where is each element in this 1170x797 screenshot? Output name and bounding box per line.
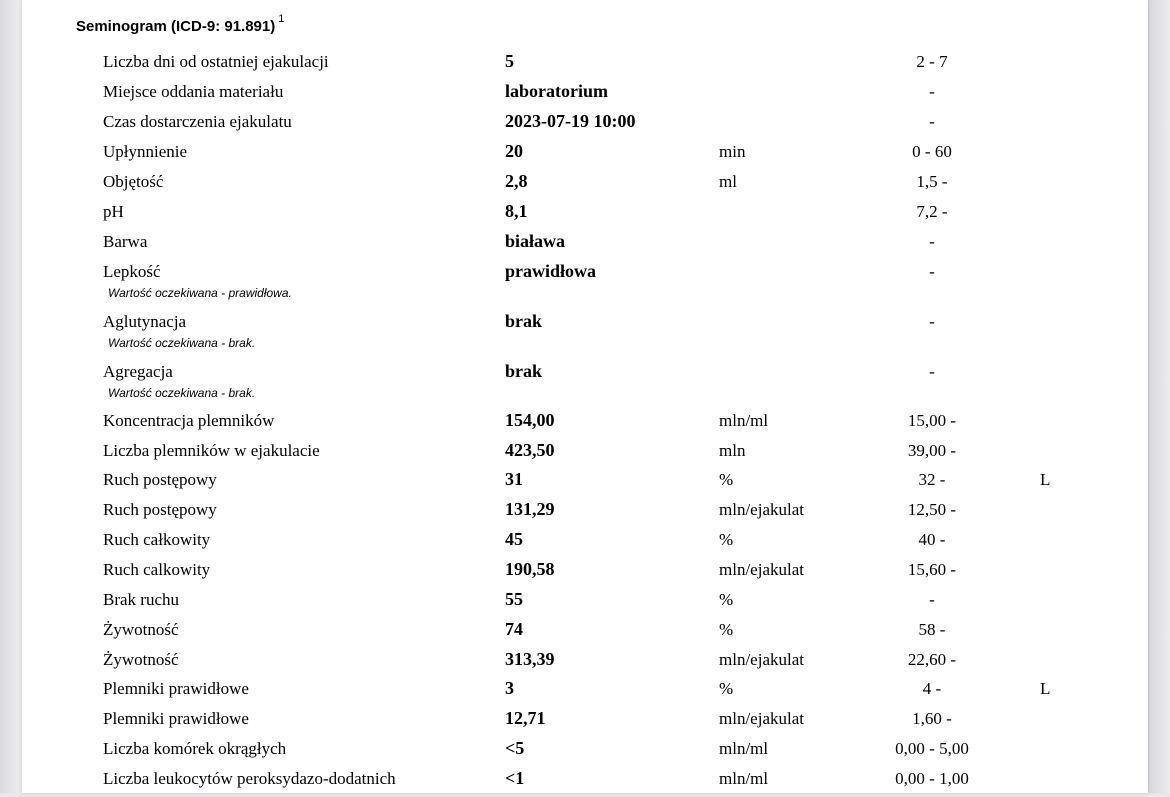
reference-range: - <box>929 312 935 331</box>
result-name: Ruch postępowy <box>103 500 217 519</box>
reference-range: - <box>929 82 935 101</box>
result-row <box>22 709 1148 737</box>
result-value: 313,39 <box>505 649 555 669</box>
result-unit: % <box>719 679 734 698</box>
reference-range: 22,60 - <box>907 650 957 669</box>
result-value: 2,8 <box>505 171 528 191</box>
result-name: Czas dostarczenia ejakulatu <box>103 112 292 131</box>
result-unit: % <box>719 590 734 609</box>
reference-range: - <box>929 262 935 281</box>
result-value: brak <box>505 311 543 331</box>
result-name: Upłynnienie <box>103 142 188 161</box>
result-row <box>22 620 1148 648</box>
result-name: Aglutynacja <box>103 312 187 331</box>
reference-range: 1,5 - <box>916 172 948 191</box>
reference-range: 39,00 - <box>907 441 957 460</box>
section-title <box>76 13 285 35</box>
result-row <box>22 52 1148 80</box>
result-unit: min <box>719 142 746 161</box>
reference-range: - <box>929 232 935 251</box>
result-value: 12,71 <box>505 708 546 728</box>
result-name: Plemniki prawidłowe <box>103 709 249 728</box>
result-value: <5 <box>505 738 525 758</box>
result-value: 31 <box>505 469 523 489</box>
result-value: 190,58 <box>505 559 555 579</box>
result-unit: % <box>719 530 734 549</box>
result-name: Brak ruchu <box>103 590 180 609</box>
result-row <box>22 441 1148 469</box>
reference-range: 40 - <box>918 530 946 549</box>
result-name: Liczba komórek okrągłych <box>103 739 287 758</box>
result-value: 2023-07-19 10:00 <box>505 111 636 131</box>
expected-value-note: Wartość oczekiwana - brak. <box>108 336 256 350</box>
result-unit: mln/ml <box>719 411 769 430</box>
result-unit: mln <box>719 441 746 460</box>
result-value: laboratorium <box>505 81 608 101</box>
result-row <box>22 172 1148 200</box>
result-unit: % <box>719 470 734 489</box>
result-name: Lepkość <box>103 262 161 281</box>
result-unit: ml <box>719 172 737 191</box>
reference-range: 0,00 - 5,00 <box>895 739 969 758</box>
result-value: 55 <box>505 589 523 609</box>
result-value: 5 <box>505 51 514 71</box>
result-name: Barwa <box>103 232 148 251</box>
result-flag: L <box>1040 679 1051 698</box>
result-name: Objętość <box>103 172 164 191</box>
result-value: 154,00 <box>505 410 555 430</box>
result-name: Ruch postępowy <box>103 470 217 489</box>
reference-range: 2 - 7 <box>916 52 948 71</box>
result-name: Ruch całkowity <box>103 530 211 549</box>
result-name: Koncentracja plemników <box>103 411 275 430</box>
expected-value-note: Wartość oczekiwana - prawidłowa. <box>108 286 292 300</box>
result-row <box>22 232 1148 260</box>
result-name: Miejsce oddania materiału <box>103 82 284 101</box>
result-name: Liczba plemników w ejakulacie <box>103 441 320 460</box>
result-value: prawidłowa <box>505 261 597 281</box>
reference-range: 1,60 - <box>912 709 952 728</box>
result-unit: mln/ejakulat <box>719 560 804 579</box>
reference-range: - <box>929 112 935 131</box>
result-row <box>22 530 1148 558</box>
result-row <box>22 650 1148 678</box>
result-row <box>22 470 1148 498</box>
footnote-marker: 1 <box>278 13 285 25</box>
result-row <box>22 560 1148 588</box>
result-name: Liczba leukocytów peroksydazo-dodatnich <box>103 769 396 788</box>
result-value: biaława <box>505 231 566 251</box>
viewer-background-left <box>0 0 22 793</box>
result-value: brak <box>505 361 543 381</box>
reference-range: 15,00 - <box>907 411 957 430</box>
result-unit: mln/ejakulat <box>719 650 804 669</box>
result-value: 74 <box>505 619 523 639</box>
result-name: Plemniki prawidłowe <box>103 679 249 698</box>
document-page <box>22 0 1148 793</box>
result-value: 131,29 <box>505 499 555 519</box>
result-row <box>22 82 1148 110</box>
result-row <box>22 500 1148 528</box>
result-row <box>22 411 1148 439</box>
result-value: 3 <box>505 678 514 698</box>
result-row <box>22 739 1148 767</box>
result-flag: L <box>1040 470 1051 489</box>
result-name: Ruch calkowity <box>103 560 211 579</box>
result-row <box>22 142 1148 170</box>
expected-value-note: Wartość oczekiwana - brak. <box>108 386 256 400</box>
result-name: pH <box>103 202 124 221</box>
result-value: 423,50 <box>505 440 555 460</box>
result-name: Żywotność <box>103 650 179 669</box>
reference-range: 12,50 - <box>907 500 957 519</box>
result-name: Żywotność <box>103 620 179 639</box>
viewer-background-right <box>1148 0 1170 793</box>
reference-range: 32 - <box>918 470 946 489</box>
result-value: 20 <box>505 141 523 161</box>
result-row <box>22 202 1148 230</box>
result-unit: mln/ejakulat <box>719 500 804 519</box>
reference-range: 4 - <box>922 679 942 698</box>
result-row <box>22 590 1148 618</box>
result-row <box>22 679 1148 707</box>
reference-range: - <box>929 590 935 609</box>
result-value: 8,1 <box>505 201 528 221</box>
reference-range: 0 - 60 <box>912 142 952 161</box>
result-unit: mln/ejakulat <box>719 709 804 728</box>
result-value: <1 <box>505 768 525 788</box>
result-name: Agregacja <box>103 362 173 381</box>
result-value: 45 <box>505 529 523 549</box>
reference-range: 7,2 - <box>916 202 948 221</box>
section-title-text: Seminogram (ICD-9: 91.891) <box>76 18 276 35</box>
result-name: Liczba dni od ostatniej ejakulacji <box>103 52 329 71</box>
result-unit: mln/ml <box>719 769 769 788</box>
reference-range: 0,00 - 1,00 <box>895 769 969 788</box>
result-unit: mln/ml <box>719 739 769 758</box>
reference-range: - <box>929 362 935 381</box>
result-row <box>22 112 1148 140</box>
reference-range: 15,60 - <box>907 560 957 579</box>
reference-range: 58 - <box>918 620 946 639</box>
result-unit: % <box>719 620 734 639</box>
